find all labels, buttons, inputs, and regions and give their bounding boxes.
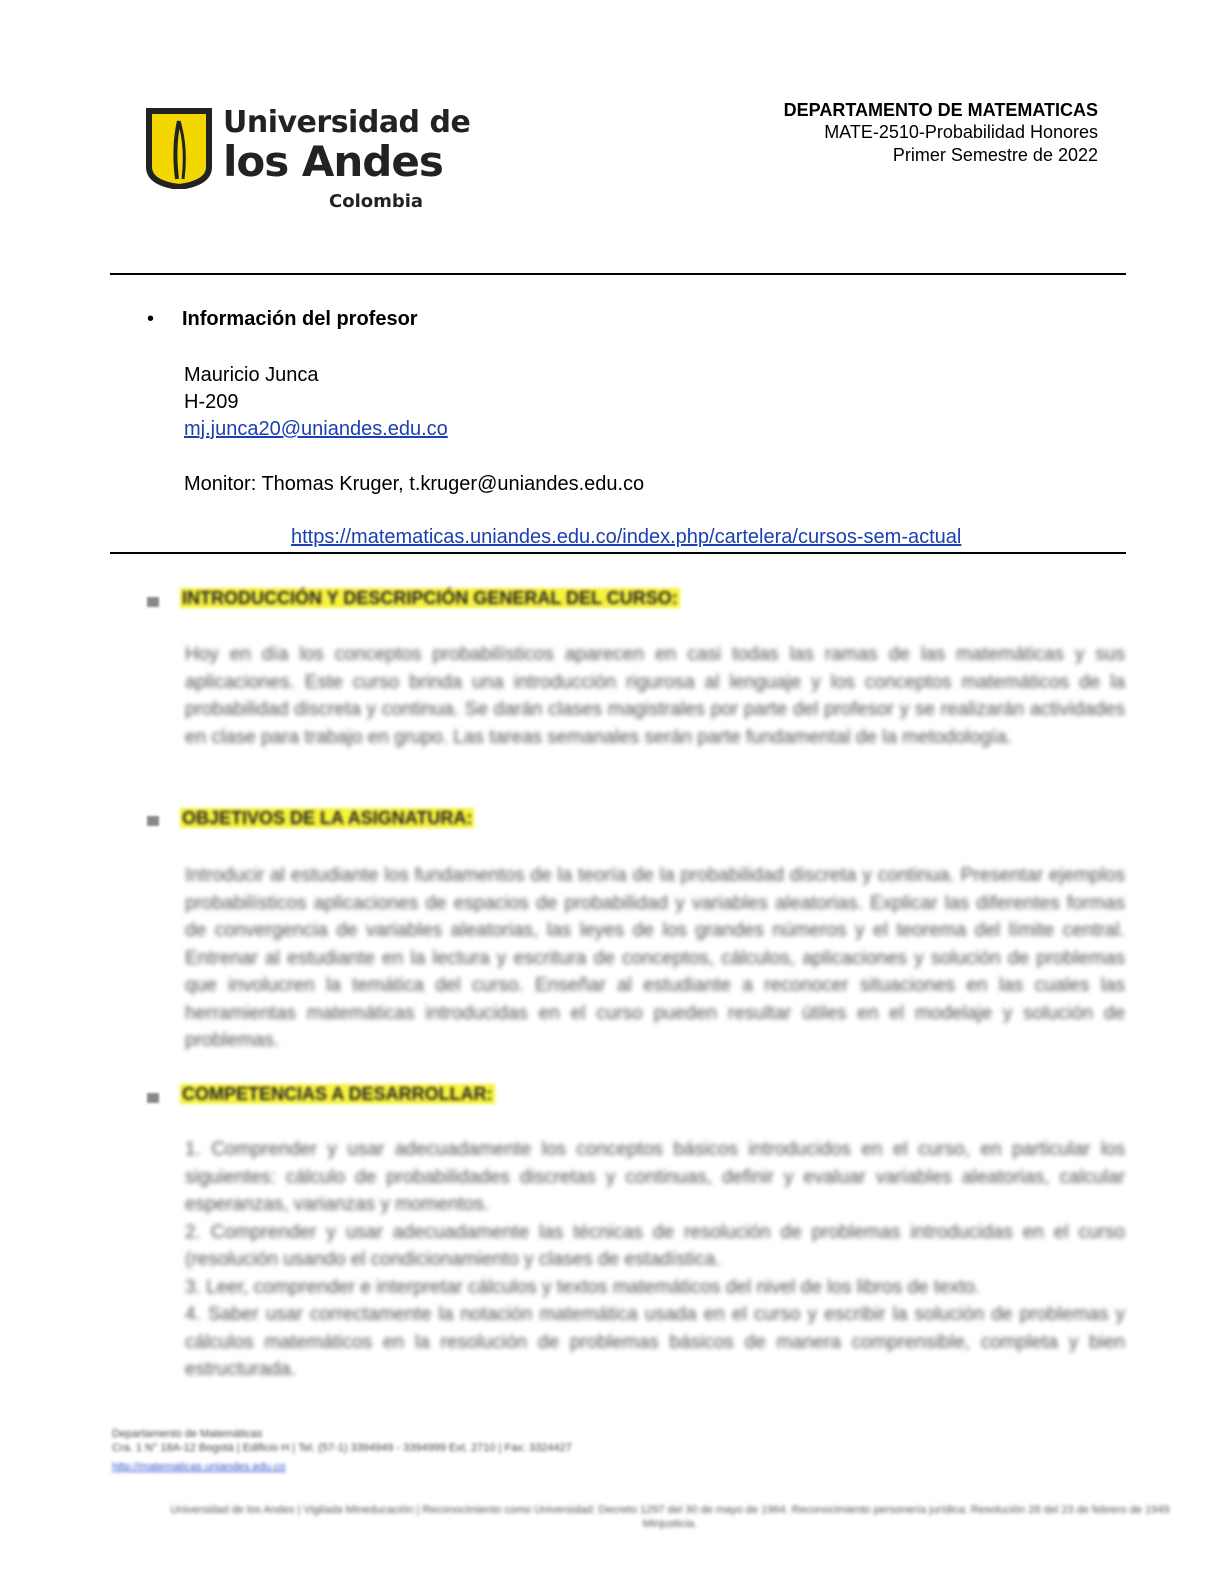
bullet-icon: • [147, 308, 155, 330]
professor-name: Mauricio Junca [184, 364, 319, 386]
university-logo [145, 105, 471, 215]
footer-address: Cra. 1 N° 18A-12 Bogotá | Edificio H | Tel. (57-1) 3394949 - 3394999 Ext. 2710 | Fax: 3324427 [112, 1442, 572, 1454]
competencies-list [185, 1136, 1125, 1384]
logo-text-line2: los Andes [223, 137, 443, 186]
section-bullet-icon [147, 597, 159, 607]
intro-title-text: INTRODUCCIÓN Y DESCRIPCIÓN GENERAL DEL CURSO: [182, 588, 678, 608]
monitor-info: Monitor: Thomas Kruger, t.kruger@uniandes.edu.co [184, 473, 645, 495]
course-name: MATE-2510-Probabilidad Honores [824, 122, 1098, 142]
logo-text-line3: Colombia [329, 191, 424, 212]
course-url-link[interactable]: https://matematicas.uniandes.edu.co/index.php/cartelera/cursos-sem-actual [291, 526, 962, 548]
competency-item: 4. Saber usar correctamente la notación matemática usada en el curso y escribir la solución de problemas y cálculos matemáticos en la resolución de problemas básicos de manera comprensible, completa y bien estructurada. [185, 1304, 1125, 1380]
top-divider [110, 273, 1126, 275]
competency-item: 2. Comprender y usar adecuadamente las técnicas de resolución de problemas introducidas en el curso (resolución usando el condicionamiento y clases de estadística. [185, 1221, 1125, 1270]
competencies-title-text: COMPETENCIAS A DESARROLLAR: [182, 1084, 493, 1104]
footer-link[interactable]: http://matematicas.uniandes.edu.co [112, 1461, 286, 1473]
department-title: DEPARTAMENTO DE MATEMATICAS [783, 100, 1098, 120]
section-bullet-icon [147, 1093, 159, 1103]
competency-item: 1. Comprender y usar adecuadamente los conceptos básicos introducidos en el curso, en particular los siguientes: cálculo de probabilidades discretas y continuas, definir y evaluar variables aleatorias, calcular esperanzas, varianzas y momentos. [185, 1139, 1125, 1215]
objectives-paragraph: Introducir al estudiante los fundamentos de la teoría de la probabilidad discreta y continua. Presentar ejemplos probabilísticos aplicaciones de espacios de probabilidad y variables aleatorias. Explicar las diferentes formas de convergencia de variables aleatorias, las leyes de los grandes números y el teorema del límite central. Entrenar al estudiante en la lectura y escritura de conceptos, cálculos, aplicaciones y solución de problemas que involucren la temática del curso. Enseñar al estudiante a reconocer situaciones en las cuales las herramientas matemáticas introducidas en el curso pueden resultar útiles en el modelaje y solución de problemas. [185, 865, 1125, 1051]
middle-divider [110, 552, 1126, 554]
semester: Primer Semestre de 2022 [892, 145, 1098, 165]
footer-legal: Universidad de los Andes | Vigilada Mineducación | Reconocimiento como Universidad: Decreto 1297 del 30 de mayo de 1964. Reconocimiento personería jurídica: Resolución 28 del 23 de febrero de 1949 Minjusticia. [170, 1504, 1170, 1530]
shield-icon [145, 107, 213, 189]
competencies-title [180, 1084, 495, 1105]
intro-title [180, 588, 680, 609]
competency-item: 3. Leer, comprender e interpretar cálculos y textos matemáticos del nivel de los libros de texto. [185, 1276, 981, 1298]
intro-paragraph: Hoy en día los conceptos probabilísticos aparecen en casi todas las ramas de las matemáticas y sus aplicaciones. Este curso brinda una introducción rigurosa al lenguaje y los conceptos matemáticos de la probabilidad discreta y continua. Se darán clases magistrales por parte del profesor y se realizarán actividades en clase para trabajo en grupo. Las tareas semanales serán parte fundamental de la metodología. [185, 644, 1125, 748]
professor-section-title: Información del profesor [182, 308, 418, 330]
professor-office: H-209 [184, 391, 239, 413]
objectives-title [180, 808, 474, 829]
objectives-title-text: OBJETIVOS DE LA ASIGNATURA: [182, 808, 473, 828]
section-bullet-icon [147, 816, 159, 826]
footer-department: Departamento de Matemáticas [112, 1428, 263, 1440]
logo-text-line1: Universidad de [223, 105, 471, 140]
document-header [538, 99, 1098, 167]
professor-email-link[interactable]: mj.junca20@uniandes.edu.co [184, 418, 448, 440]
